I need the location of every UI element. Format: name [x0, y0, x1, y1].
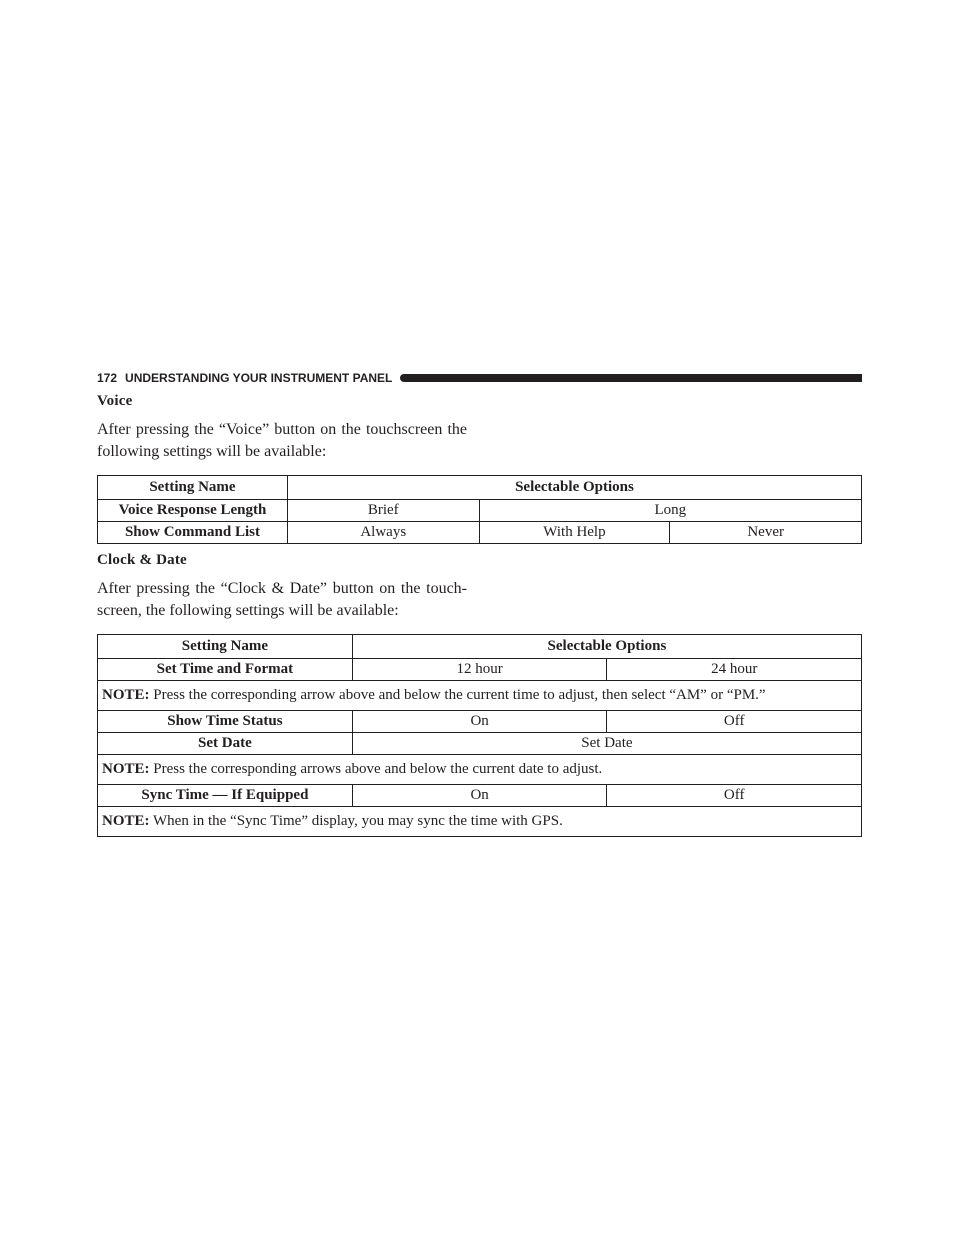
- table-row: [98, 711, 862, 733]
- note-cell: [98, 681, 862, 711]
- table-row: [98, 659, 862, 681]
- option-cell: Brief: [287, 500, 479, 522]
- option-cell: Set Date: [352, 733, 861, 755]
- note-text: Press the corresponding arrow above and below the current time to adjust, then select “AM” or “PM.”: [153, 687, 766, 703]
- option-cell: Always: [287, 522, 479, 544]
- note-text: Press the corresponding arrows above and below the current date to adjust.: [153, 761, 603, 777]
- table-header-row: [98, 635, 862, 659]
- note-label: NOTE:: [102, 813, 150, 829]
- setting-name-cell: Show Command List: [98, 522, 288, 544]
- column-header-selectable-options: Selectable Options: [352, 635, 861, 659]
- page-header: [97, 369, 862, 387]
- option-cell: Long: [479, 500, 861, 522]
- table-row: [98, 522, 862, 544]
- note-row: [98, 681, 862, 711]
- option-cell: Never: [670, 522, 862, 544]
- note-row: [98, 807, 862, 837]
- option-cell: 24 hour: [607, 659, 862, 681]
- note-label: NOTE:: [102, 761, 150, 777]
- table-row: [98, 785, 862, 807]
- table-row: [98, 500, 862, 522]
- setting-name-cell: Show Time Status: [98, 711, 353, 733]
- note-label: NOTE:: [102, 687, 150, 703]
- header-rule: [400, 374, 862, 382]
- option-cell: On: [352, 711, 607, 733]
- setting-name-cell: Set Time and Format: [98, 659, 353, 681]
- table-header-row: [98, 476, 862, 500]
- voice-intro: After pressing the “Voice” button on the touchscreen the following settings will be available:: [97, 421, 467, 460]
- running-title: UNDERSTANDING YOUR INSTRUMENT PANEL: [125, 371, 393, 385]
- note-cell: [98, 755, 862, 785]
- column-header-setting-name: Setting Name: [98, 476, 288, 500]
- column-header-selectable-options: Selectable Options: [287, 476, 861, 500]
- clock-intro: After pressing the “Clock & Date” button on the touch-screen, the following settings will be available:: [97, 580, 467, 619]
- setting-name-cell: Sync Time — If Equipped: [98, 785, 353, 807]
- table-row: [98, 733, 862, 755]
- note-text: When in the “Sync Time” display, you may sync the time with GPS.: [153, 813, 563, 829]
- clock-heading: Clock & Date: [97, 552, 187, 568]
- column-header-setting-name: Setting Name: [98, 635, 353, 659]
- voice-heading: Voice: [97, 393, 133, 409]
- clock-settings-table: [97, 634, 862, 837]
- voice-settings-table: [97, 475, 862, 544]
- option-cell: Off: [607, 785, 862, 807]
- note-cell: [98, 807, 862, 837]
- setting-name-cell: Set Date: [98, 733, 353, 755]
- option-cell: On: [352, 785, 607, 807]
- option-cell: With Help: [479, 522, 670, 544]
- setting-name-cell: Voice Response Length: [98, 500, 288, 522]
- option-cell: Off: [607, 711, 862, 733]
- page-number: 172: [97, 371, 118, 385]
- note-row: [98, 755, 862, 785]
- option-cell: 12 hour: [352, 659, 607, 681]
